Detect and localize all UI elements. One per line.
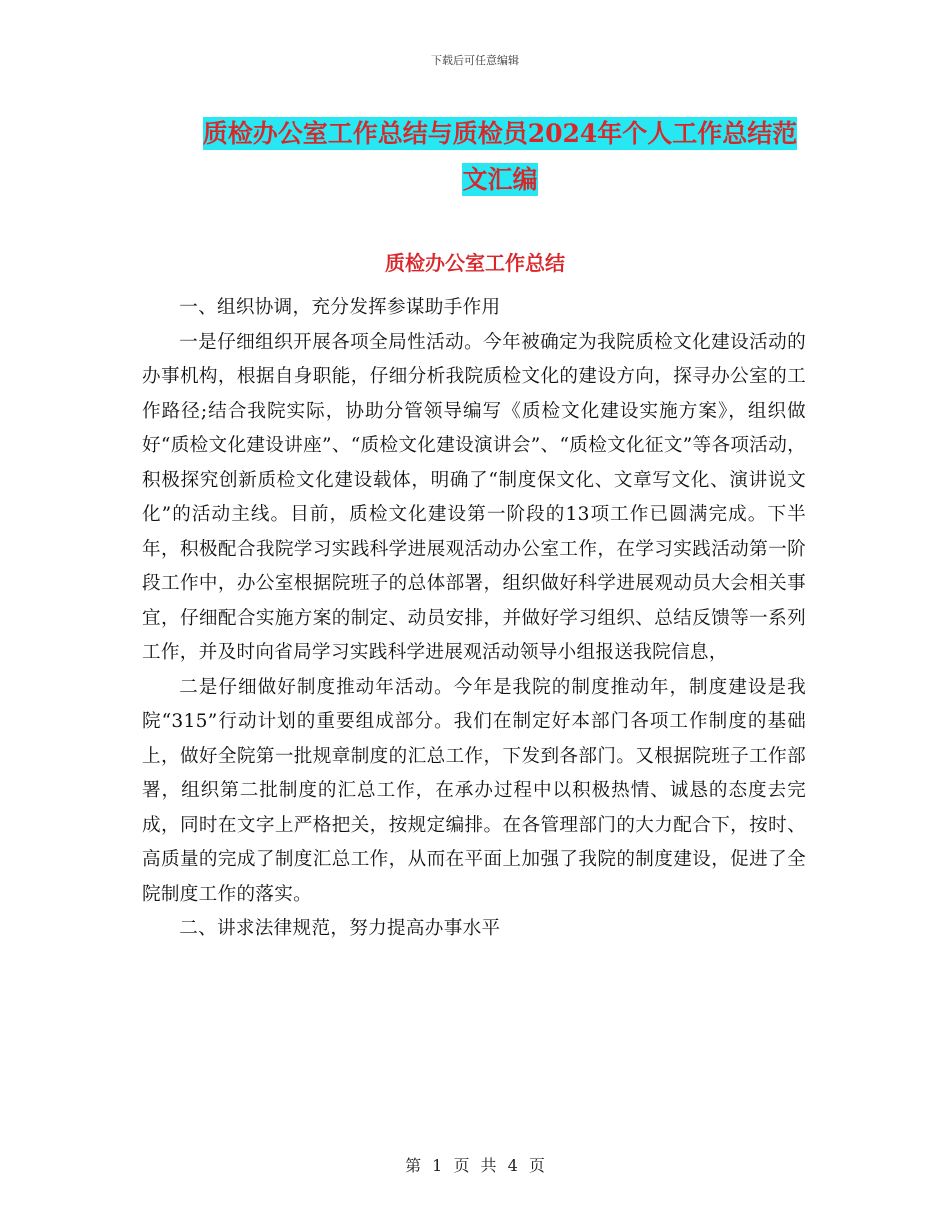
section-heading-1: 一、组织协调，充分发挥参谋助手作用 xyxy=(179,297,501,318)
section-heading-2: 二、讲求法律规范，努力提高办事水平 xyxy=(179,918,501,939)
document-title xyxy=(140,111,860,203)
page-header-note: 下载后可任意编辑 xyxy=(431,54,519,67)
document-title-line-2: 文汇编 xyxy=(462,165,538,194)
document-title-line-1: 质检办公室工作总结与质检员2024年个人工作总结范 xyxy=(202,119,798,148)
document-body xyxy=(142,291,806,947)
section-title: 质检办公室工作总结 xyxy=(385,251,565,275)
page-footer-number: 第 1 页 共 4 页 xyxy=(405,1156,545,1175)
paragraph-2: 二是仔细做好制度推动年活动。今年是我院的制度推动年，制度建设是我院“315”行动计划的重要组成部分。我们在制定好本部门各项工作制度的基础上，做好全院第一批规章制度的汇总工作，下发到各部门。又根据院班子工作部署，组织第二批制度的汇总工作，在承办过程中以积极热情、诚恳的态度去完成，同时在文字上严格把关，按规定编排。在各管理部门的大力配合下，按时、高质量的完成了制度汇总工作，从而在平面上加强了我院的制度建设，促进了全院制度工作的落实。 xyxy=(142,676,806,905)
paragraph-1: 一是仔细组织开展各项全局性活动。今年被确定为我院质检文化建设活动的办事机构，根据自身职能，仔细分析我院质检文化的建设方向，探寻办公室的工作路径;结合我院实际，协助分管领导编写《质检文化建设实施方案》，组织做好“质检文化建设讲座”、“质检文化建设演讲会”、“质检文化征文”等各项活动，积极探究创新质检文化建设载体，明确了“制度保文化、文章写文化、演讲说文化”的活动主线。目前，质检文化建设第一阶段的13项工作已圆满完成。下半年，积极配合我院学习实践科学进展观活动办公室工作，在学习实践活动第一阶段工作中，办公室根据院班子的总体部署，组织做好科学进展观动员大会相关事宜，仔细配合实施方案的制定、动员安排，并做好学习组织、总结反馈等一系列工作，并及时向省局学习实践科学进展观活动领导小组报送我院信息， xyxy=(142,331,806,663)
